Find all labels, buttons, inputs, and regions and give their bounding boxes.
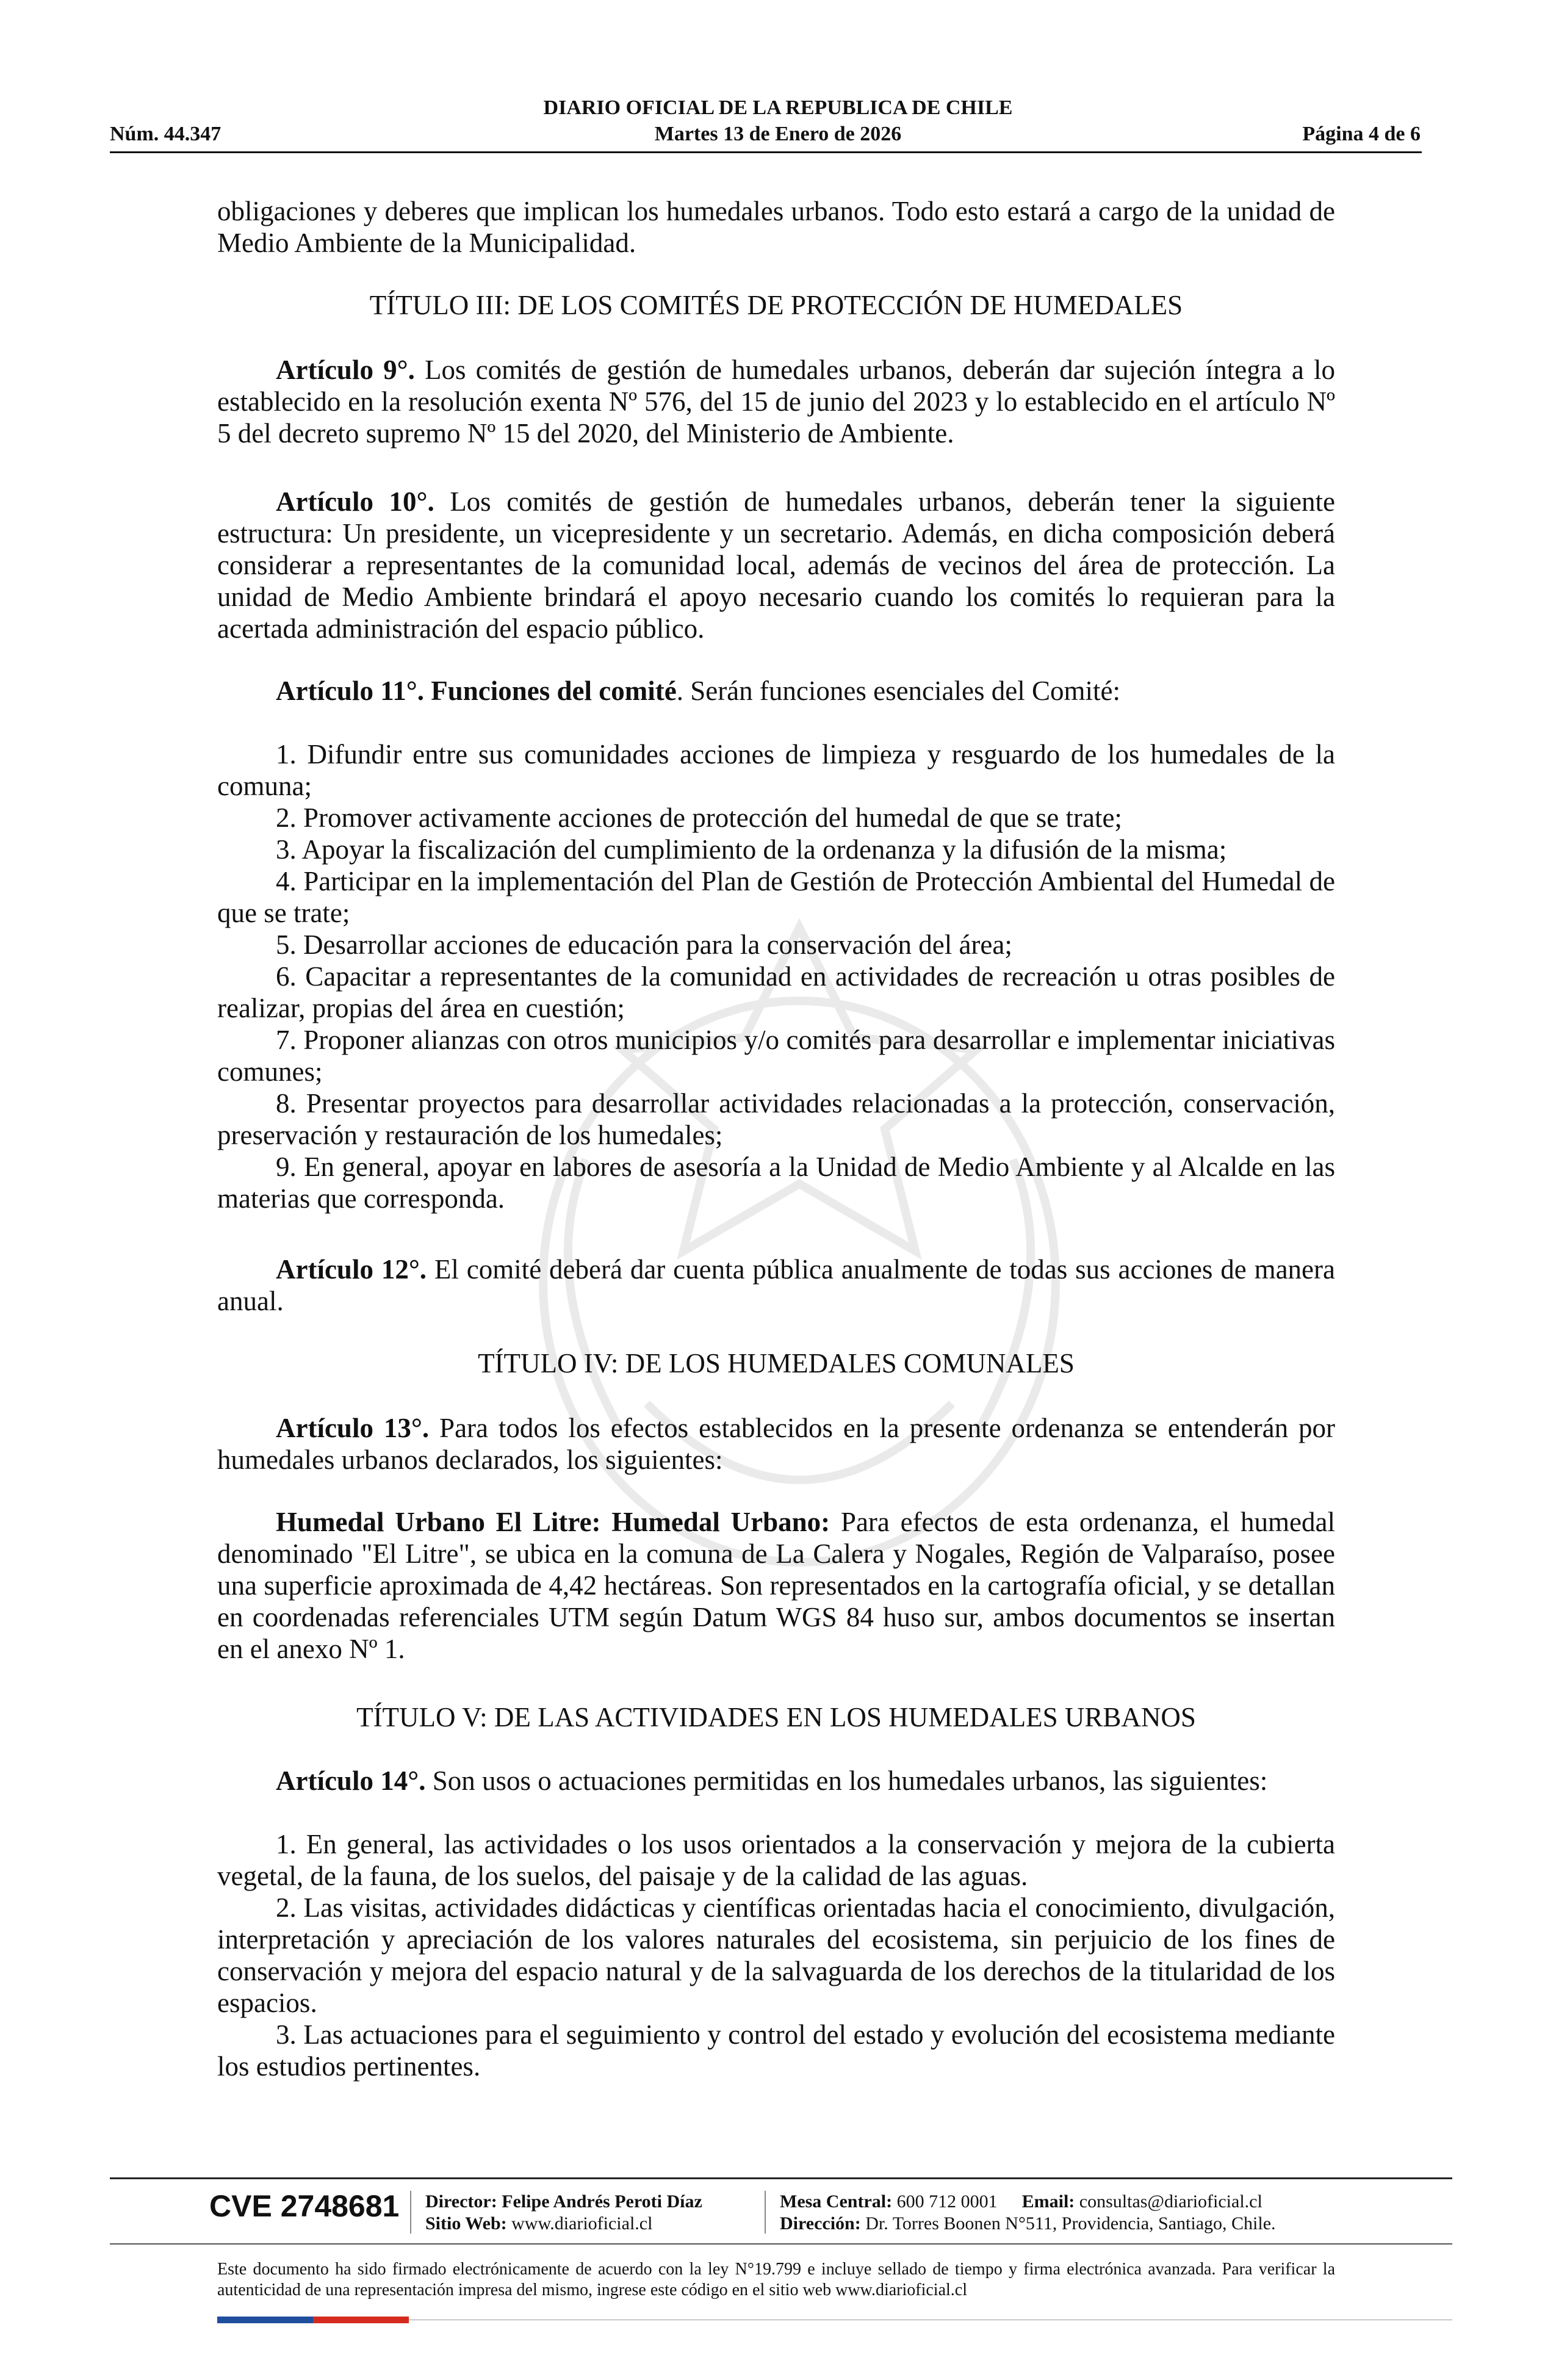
article-10-label: Artículo 10°. bbox=[276, 486, 434, 517]
header-rule bbox=[110, 151, 1422, 153]
direccion-value: Dr. Torres Boonen N°511, Providencia, Santiago, Chile. bbox=[860, 2213, 1276, 2234]
heading-titulo-4: TÍTULO IV: DE LOS HUMEDALES COMUNALES bbox=[478, 1348, 1075, 1379]
director-value: Felipe Andrés Peroti Díaz bbox=[497, 2191, 702, 2212]
cve-code: CVE 2748681 bbox=[209, 2189, 400, 2223]
footer-separator bbox=[410, 2191, 411, 2234]
article-11-label: Artículo 11°. Funciones del comité bbox=[276, 676, 677, 706]
article-14-text: Son usos o actuaciones permitidas en los humedales urbanos, las siguientes: bbox=[425, 1765, 1268, 1796]
article-11 bbox=[217, 675, 1335, 707]
article-9-label: Artículo 9°. bbox=[276, 355, 415, 385]
footer-website bbox=[425, 2213, 652, 2235]
list-item: 2. Las visitas, actividades didácticas y científicas orientadas hacia el conocimiento, divulgación, interpretación y apreciación de los valores naturales del ecosistema, sin perjuicio de los fines de conservación y mejora del espacio natural y de la salvaguarda de los derechos de la titularidad de los espacios. bbox=[217, 1892, 1335, 2018]
article-9 bbox=[217, 354, 1335, 449]
issue-date: Martes 13 de Enero de 2026 bbox=[654, 123, 902, 145]
page-number: Página 4 de 6 bbox=[1302, 123, 1421, 145]
publication-title: DIARIO OFICIAL DE LA REPUBLICA DE CHILE bbox=[543, 96, 1013, 119]
web-label: Sitio Web: bbox=[425, 2213, 507, 2234]
footer-director bbox=[425, 2191, 702, 2213]
article-10 bbox=[217, 486, 1335, 644]
humedal-el-litre bbox=[217, 1506, 1335, 1665]
article-14 bbox=[217, 1765, 1335, 1797]
web-link[interactable]: www.diarioficial.cl bbox=[506, 2213, 653, 2234]
article-14-label: Artículo 14°. bbox=[276, 1765, 426, 1796]
article-13-label: Artículo 13°. bbox=[276, 1413, 430, 1443]
article-12 bbox=[217, 1253, 1335, 1317]
humedal-text: Para efectos de esta ordenanza, el humedal denominado "El Litre", se ubica en la comuna de La Calera y Nogales, Región de Valparaíso, posee una superficie aproximada de 4,42 hectáreas. Son representados en la cartografía oficial, y se detallan en coordenadas referenciales UTM según Datum WGS 84 huso sur, ambos documentos se insertan en el anexo Nº 1. bbox=[217, 1507, 1335, 1664]
list-item: 5. Desarrollar acciones de educación para la conservación del área; bbox=[276, 929, 1012, 960]
footer-rule-top bbox=[110, 2177, 1452, 2179]
humedal-label: Humedal Urbano El Litre: Humedal Urbano: bbox=[276, 1507, 830, 1537]
direccion-label: Dirección: bbox=[780, 2213, 861, 2234]
heading-titulo-3: TÍTULO III: DE LOS COMITÉS DE PROTECCIÓN DE HUMEDALES bbox=[369, 290, 1183, 320]
list-item: 3. Las actuaciones para el seguimiento y control del estado y evolución del ecosistema mediante los estudios pertinentes. bbox=[217, 2019, 1335, 2082]
list-item: 4. Participar en la implementación del Plan de Gestión de Protección Ambiental del Humedal de que se trate; bbox=[217, 866, 1335, 928]
article-13 bbox=[217, 1412, 1335, 1476]
email-link[interactable]: consultas@diarioficial.cl bbox=[1075, 2191, 1262, 2212]
article-13-text: Para todos los efectos establecidos en la presente ordenanza se entenderán por humedales urbanos declarados, los siguientes: bbox=[217, 1413, 1335, 1475]
list-item: 3. Apoyar la fiscalización del cumplimiento de la ordenanza y la difusión de la misma; bbox=[276, 834, 1227, 865]
issue-number: Núm. 44.347 bbox=[110, 123, 222, 145]
article-11-text: . Serán funciones esenciales del Comité: bbox=[676, 676, 1120, 706]
email-label: Email: bbox=[1021, 2191, 1075, 2212]
director-label: Director: bbox=[425, 2191, 497, 2212]
list-item: 7. Proponer alianzas con otros municipios y/o comités para desarrollar e implementar iniciativas comunes; bbox=[217, 1025, 1335, 1087]
footer-separator bbox=[765, 2191, 766, 2234]
footer-contact bbox=[780, 2191, 1262, 2213]
heading-titulo-5: TÍTULO V: DE LAS ACTIVIDADES EN LOS HUMEDALES URBANOS bbox=[356, 1702, 1196, 1733]
footer-legal-note: Este documento ha sido firmado electrónicamente de acuerdo con la ley N°19.799 e incluye sellado de tiempo y firma electrónica avanzada. Para verificar la autenticidad de una representación impresa del mismo, ingrese este código en el sitio web www.diarioficial.cl bbox=[217, 2260, 1335, 2299]
list-item: 9. En general, apoyar en labores de asesoría a la Unidad de Medio Ambiente y al Alcalde en las materias que corresponda. bbox=[217, 1152, 1335, 1214]
flag-stripe-red bbox=[313, 2317, 409, 2323]
footer-rule-mid bbox=[110, 2243, 1452, 2245]
article-12-text: El comité deberá dar cuenta pública anualmente de todas sus acciones de manera anual. bbox=[217, 1254, 1335, 1316]
article-12-label: Artículo 12°. bbox=[276, 1254, 427, 1285]
article-10-text: Los comités de gestión de humedales urbanos, deberán tener la siguiente estructura: Un presidente, un vicepresidente y un secretario. Además, en dicha composición deberá considerar a representantes de la comunidad local, además de vecinos del área de protección. La unidad de Medio Ambiente brindará el apoyo necesario cuando los comités lo requieran para la acertada administración del espacio público. bbox=[217, 486, 1335, 644]
list-item: 2. Promover activamente acciones de protección del humedal de que se trate; bbox=[276, 802, 1122, 833]
footer-address bbox=[780, 2213, 1276, 2235]
mesa-label: Mesa Central: bbox=[780, 2191, 893, 2212]
list-item: 8. Presentar proyectos para desarrollar actividades relacionadas a la protección, conservación, preservación y restauración de los humedales; bbox=[217, 1088, 1335, 1150]
paragraph-intro: obligaciones y deberes que implican los humedales urbanos. Todo esto estará a cargo de la unidad de Medio Ambiente de la Municipalidad. bbox=[217, 196, 1335, 258]
mesa-value: 600 712 0001 bbox=[892, 2191, 998, 2212]
list-item: 1. Difundir entre sus comunidades acciones de limpieza y resguardo de los humedales de la comuna; bbox=[217, 739, 1335, 801]
flag-stripe-blue bbox=[217, 2317, 313, 2323]
list-item: 6. Capacitar a representantes de la comunidad en actividades de recreación u otras posibles de realizar, propias del área en cuestión; bbox=[217, 961, 1335, 1023]
article-9-text: Los comités de gestión de humedales urbanos, deberán dar sujeción íntegra a lo establecido en la resolución exenta Nº 576, del 15 de junio del 2023 y lo establecido en el artículo Nº 5 del decreto supremo Nº 15 del 2020, del Ministerio de Ambiente. bbox=[217, 355, 1335, 449]
list-item: 1. En general, las actividades o los usos orientados a la conservación y mejora de la cubierta vegetal, de la fauna, de los suelos, del paisaje y de la calidad de las aguas. bbox=[217, 1829, 1335, 1891]
